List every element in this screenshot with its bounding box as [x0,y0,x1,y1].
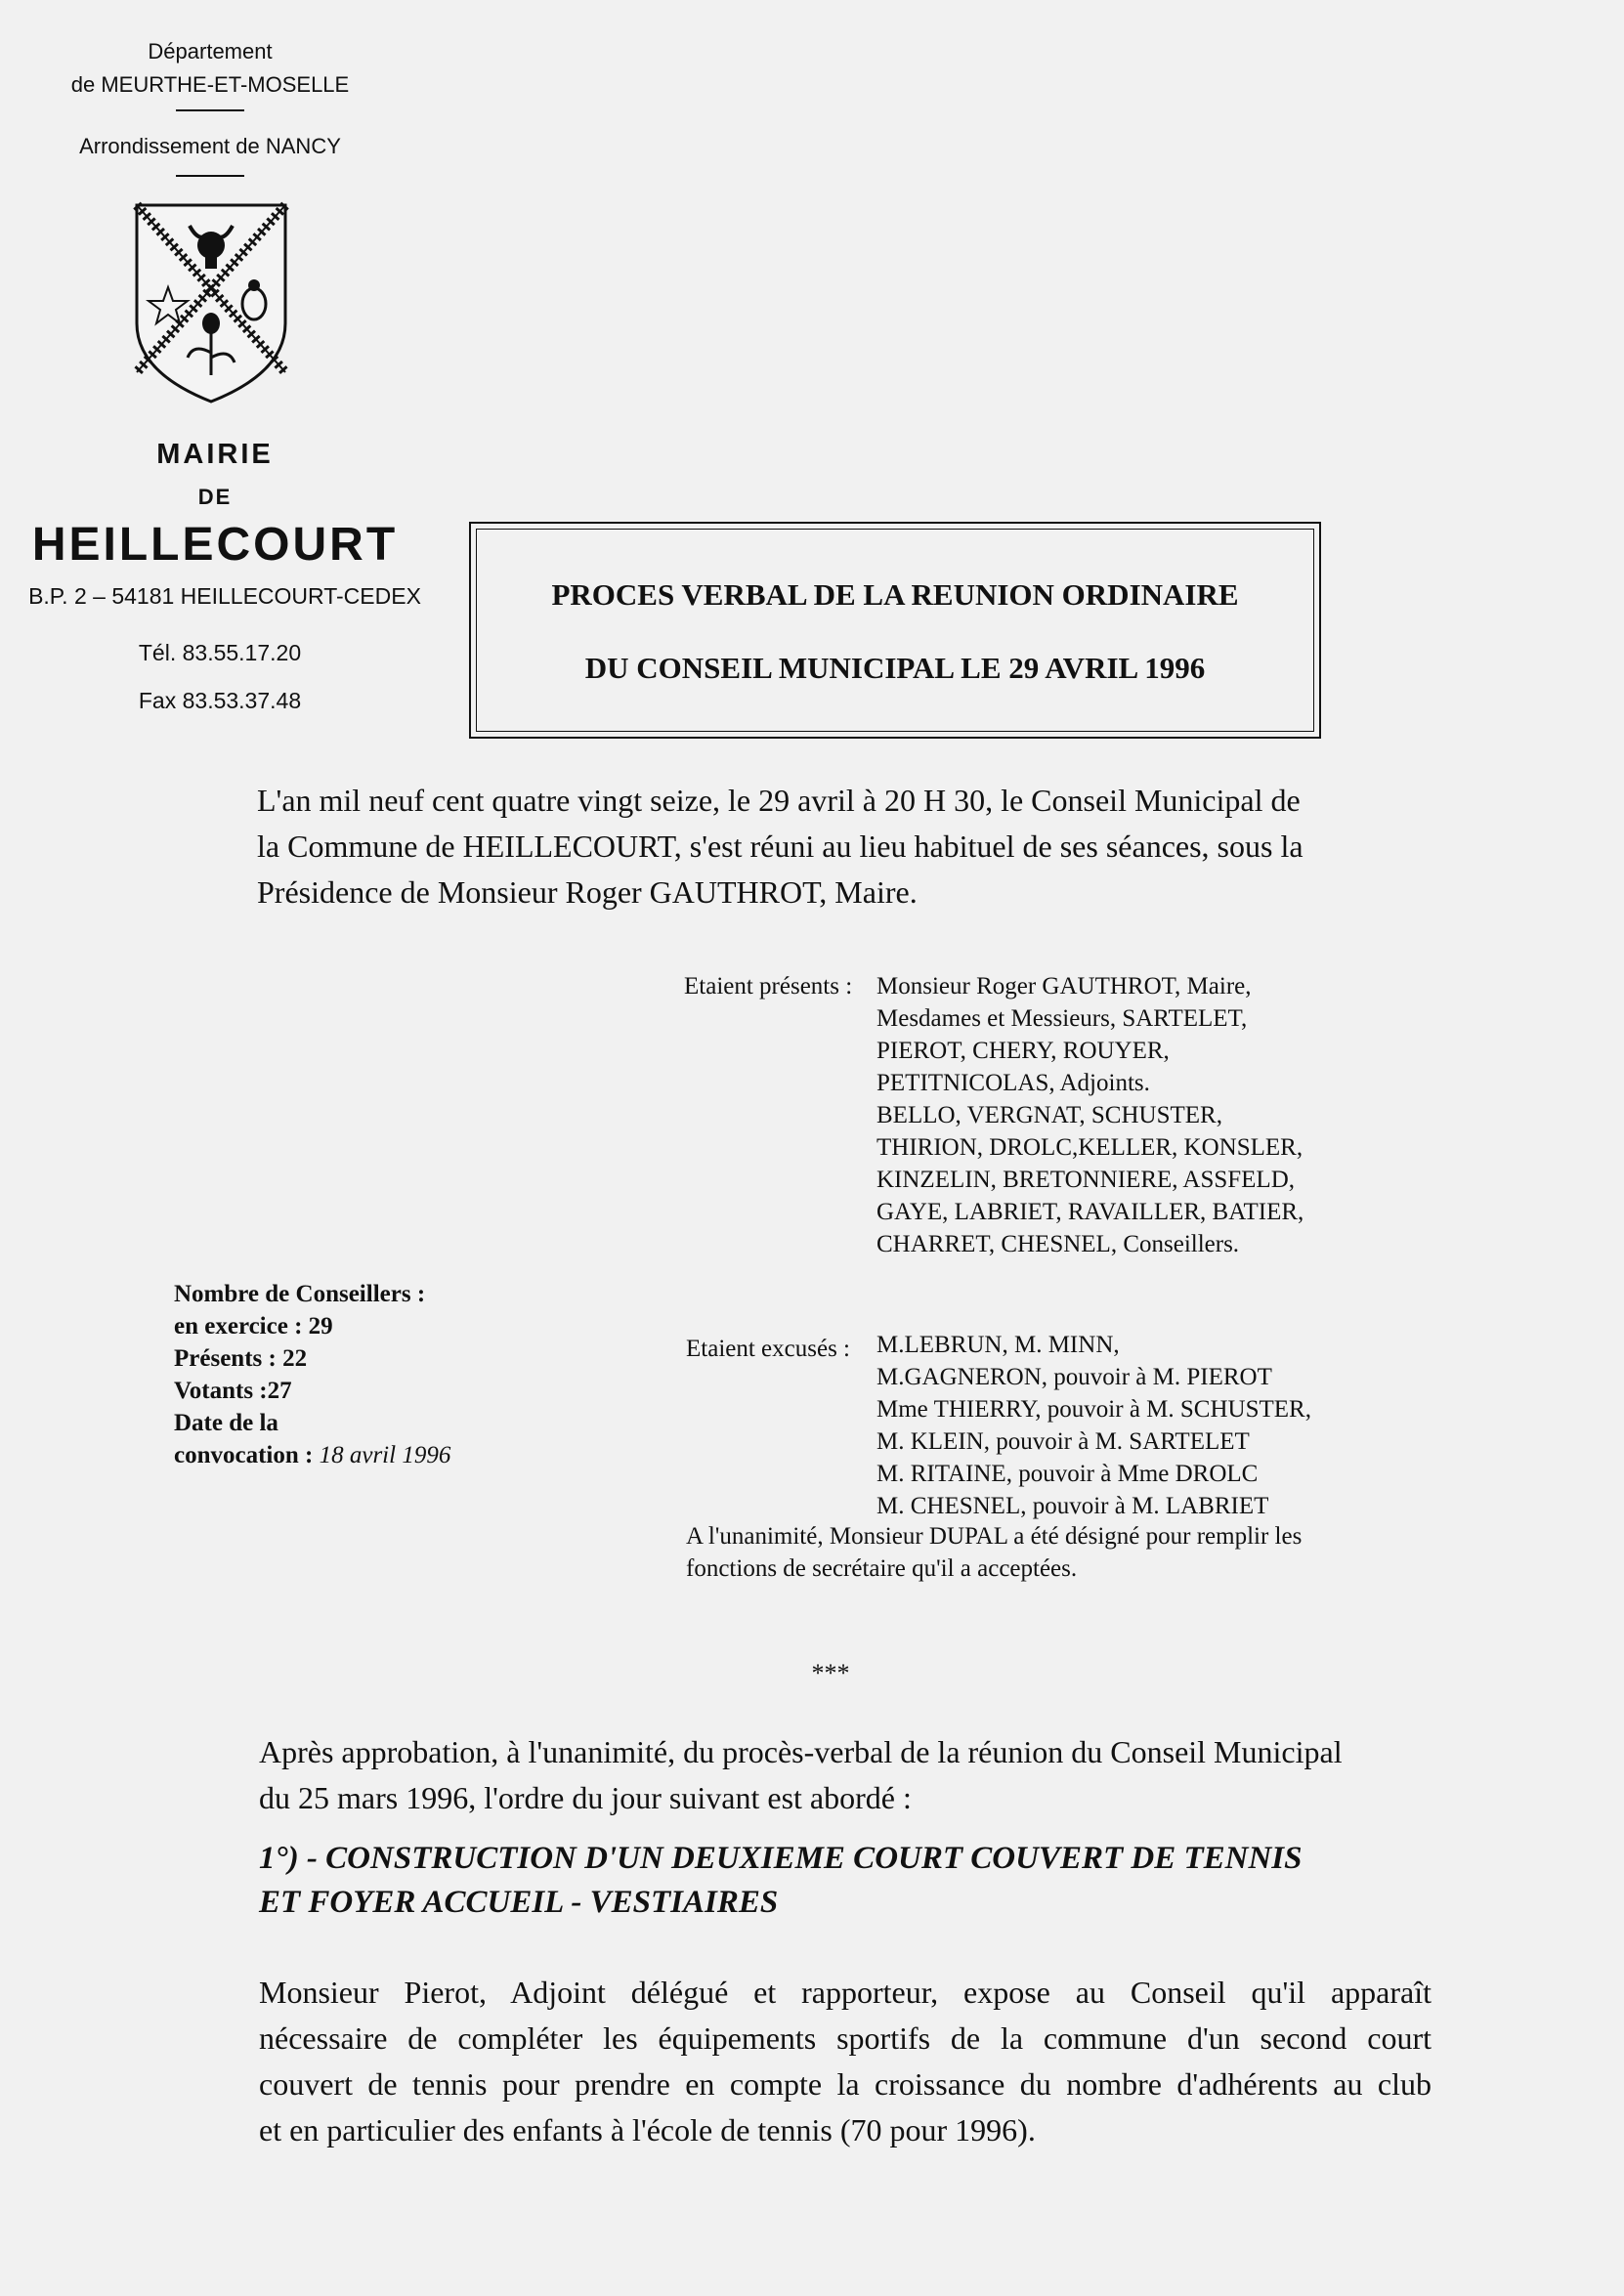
document-title-box [469,522,1321,739]
intro-line: L'an mil neuf cent quatre vingt seize, le 29 avril à 20 H 30, le Conseil Municipal de [257,783,1301,818]
section-heading [259,1837,1432,1925]
statement-line: fonctions de secrétaire qu'il a acceptées. [686,1555,1078,1582]
counts-in-office: en exercice : 29 [174,1313,333,1339]
list-item: Mme THIERRY, pouvoir à M. SCHUSTER, [876,1396,1311,1423]
intro-line: la Commune de HEILLECOURT, s'est réuni au lieu habituel de ses séances, sous la [257,829,1303,864]
section-heading-line: 1°) - CONSTRUCTION D'UN DEUXIEME COURT COUVERT DE TENNIS [259,1841,1303,1876]
convocation-line [174,1439,565,1471]
list-item: Mesdames et Messieurs, SARTELET, [876,1005,1248,1032]
statement-line: A l'unanimité, Monsieur DUPAL a été désigné pour remplir les [686,1523,1303,1550]
paragraph-line: nécessaire de compléter les équipements sportifs de la commune d'un second court [259,2020,1432,2056]
present-list [876,970,1424,1260]
section-paragraph [259,1970,1432,2153]
department-label: Département [148,39,273,64]
separator: *** [811,1659,850,1687]
town-name: HEILLECOURT [31,519,399,571]
phone-number: Tél. 83.55.17.20 [138,640,302,665]
list-item: GAYE, LABRIET, RAVAILLER, BATIER, [876,1199,1304,1225]
postal-address: B.P. 2 – 54181 HEILLECOURT-CEDEX [28,583,421,609]
paragraph-line: et en particulier des enfants à l'école de tennis (70 pour 1996). [259,2112,1036,2147]
list-item: M. RITAINE, pouvoir à Mme DROLC [876,1461,1259,1487]
list-item: M.LEBRUN, M. MINN, [876,1332,1120,1358]
excused-label: Etaient excusés : [686,1336,850,1362]
coat-of-arms-icon [133,201,289,406]
intro-line: Présidence de Monsieur Roger GAUTHROT, Maire. [257,874,918,910]
convocation-label: convocation : [174,1442,314,1468]
list-item: KINZELIN, BRETONNIERE, ASSFELD, [876,1167,1296,1193]
paragraph-line: Monsieur Pierot, Adjoint délégué et rapporteur, expose au Conseil qu'il apparaît [259,1975,1432,2010]
list-item: M. CHESNEL, pouvoir à M. LABRIET [876,1493,1269,1519]
list-item: THIRION, DROLC,KELLER, KONSLER, [876,1134,1303,1161]
council-counts [174,1278,565,1471]
counts-heading: Nombre de Conseillers : [174,1281,426,1307]
list-item: PIEROT, CHERY, ROUYER, [876,1038,1170,1064]
title-line-1: PROCES VERBAL DE LA REUNION ORDINAIRE [551,577,1239,612]
divider [176,109,244,111]
fax-number: Fax 83.53.37.48 [138,688,302,713]
mairie-label: MAIRIE [156,439,274,470]
list-item: BELLO, VERGNAT, SCHUSTER, [876,1102,1222,1128]
divider [176,175,244,177]
intro-paragraph [257,778,1430,915]
excused-list [876,1329,1424,1522]
convocation-label: Date de la [174,1410,278,1436]
present-label: Etaient présents : [684,973,853,999]
title-line-2: DU CONSEIL MUNICIPAL LE 29 AVRIL 1996 [584,651,1206,685]
department-name: de MEURTHE-ET-MOSELLE [70,72,350,97]
approval-paragraph [259,1729,1432,1821]
list-item: M.GAGNERON, pouvoir à M. PIEROT [876,1364,1272,1390]
list-item: M. KLEIN, pouvoir à M. SARTELET [876,1428,1250,1455]
approval-line: du 25 mars 1996, l'ordre du jour suivant est abordé : [259,1780,912,1815]
convocation-date: 18 avril 1996 [319,1442,451,1468]
secretary-statement [686,1520,1448,1585]
section-heading-line: ET FOYER ACCUEIL - VESTIAIRES [259,1885,779,1920]
approval-line: Après approbation, à l'unanimité, du procès-verbal de la réunion du Conseil Municipal [259,1734,1343,1769]
counts-present: Présents : 22 [174,1345,308,1372]
paragraph-line: couvert de tennis pour prendre en compte la croissance du nombre d'adhérents au club [259,2066,1432,2102]
counts-voters: Votants :27 [174,1378,292,1404]
arrondissement: Arrondissement de NANCY [79,134,341,158]
list-item: Monsieur Roger GAUTHROT, Maire, [876,973,1252,999]
list-item: PETITNICOLAS, Adjoints. [876,1070,1150,1096]
mairie-de: DE [197,485,233,509]
list-item: CHARRET, CHESNEL, Conseillers. [876,1231,1240,1257]
